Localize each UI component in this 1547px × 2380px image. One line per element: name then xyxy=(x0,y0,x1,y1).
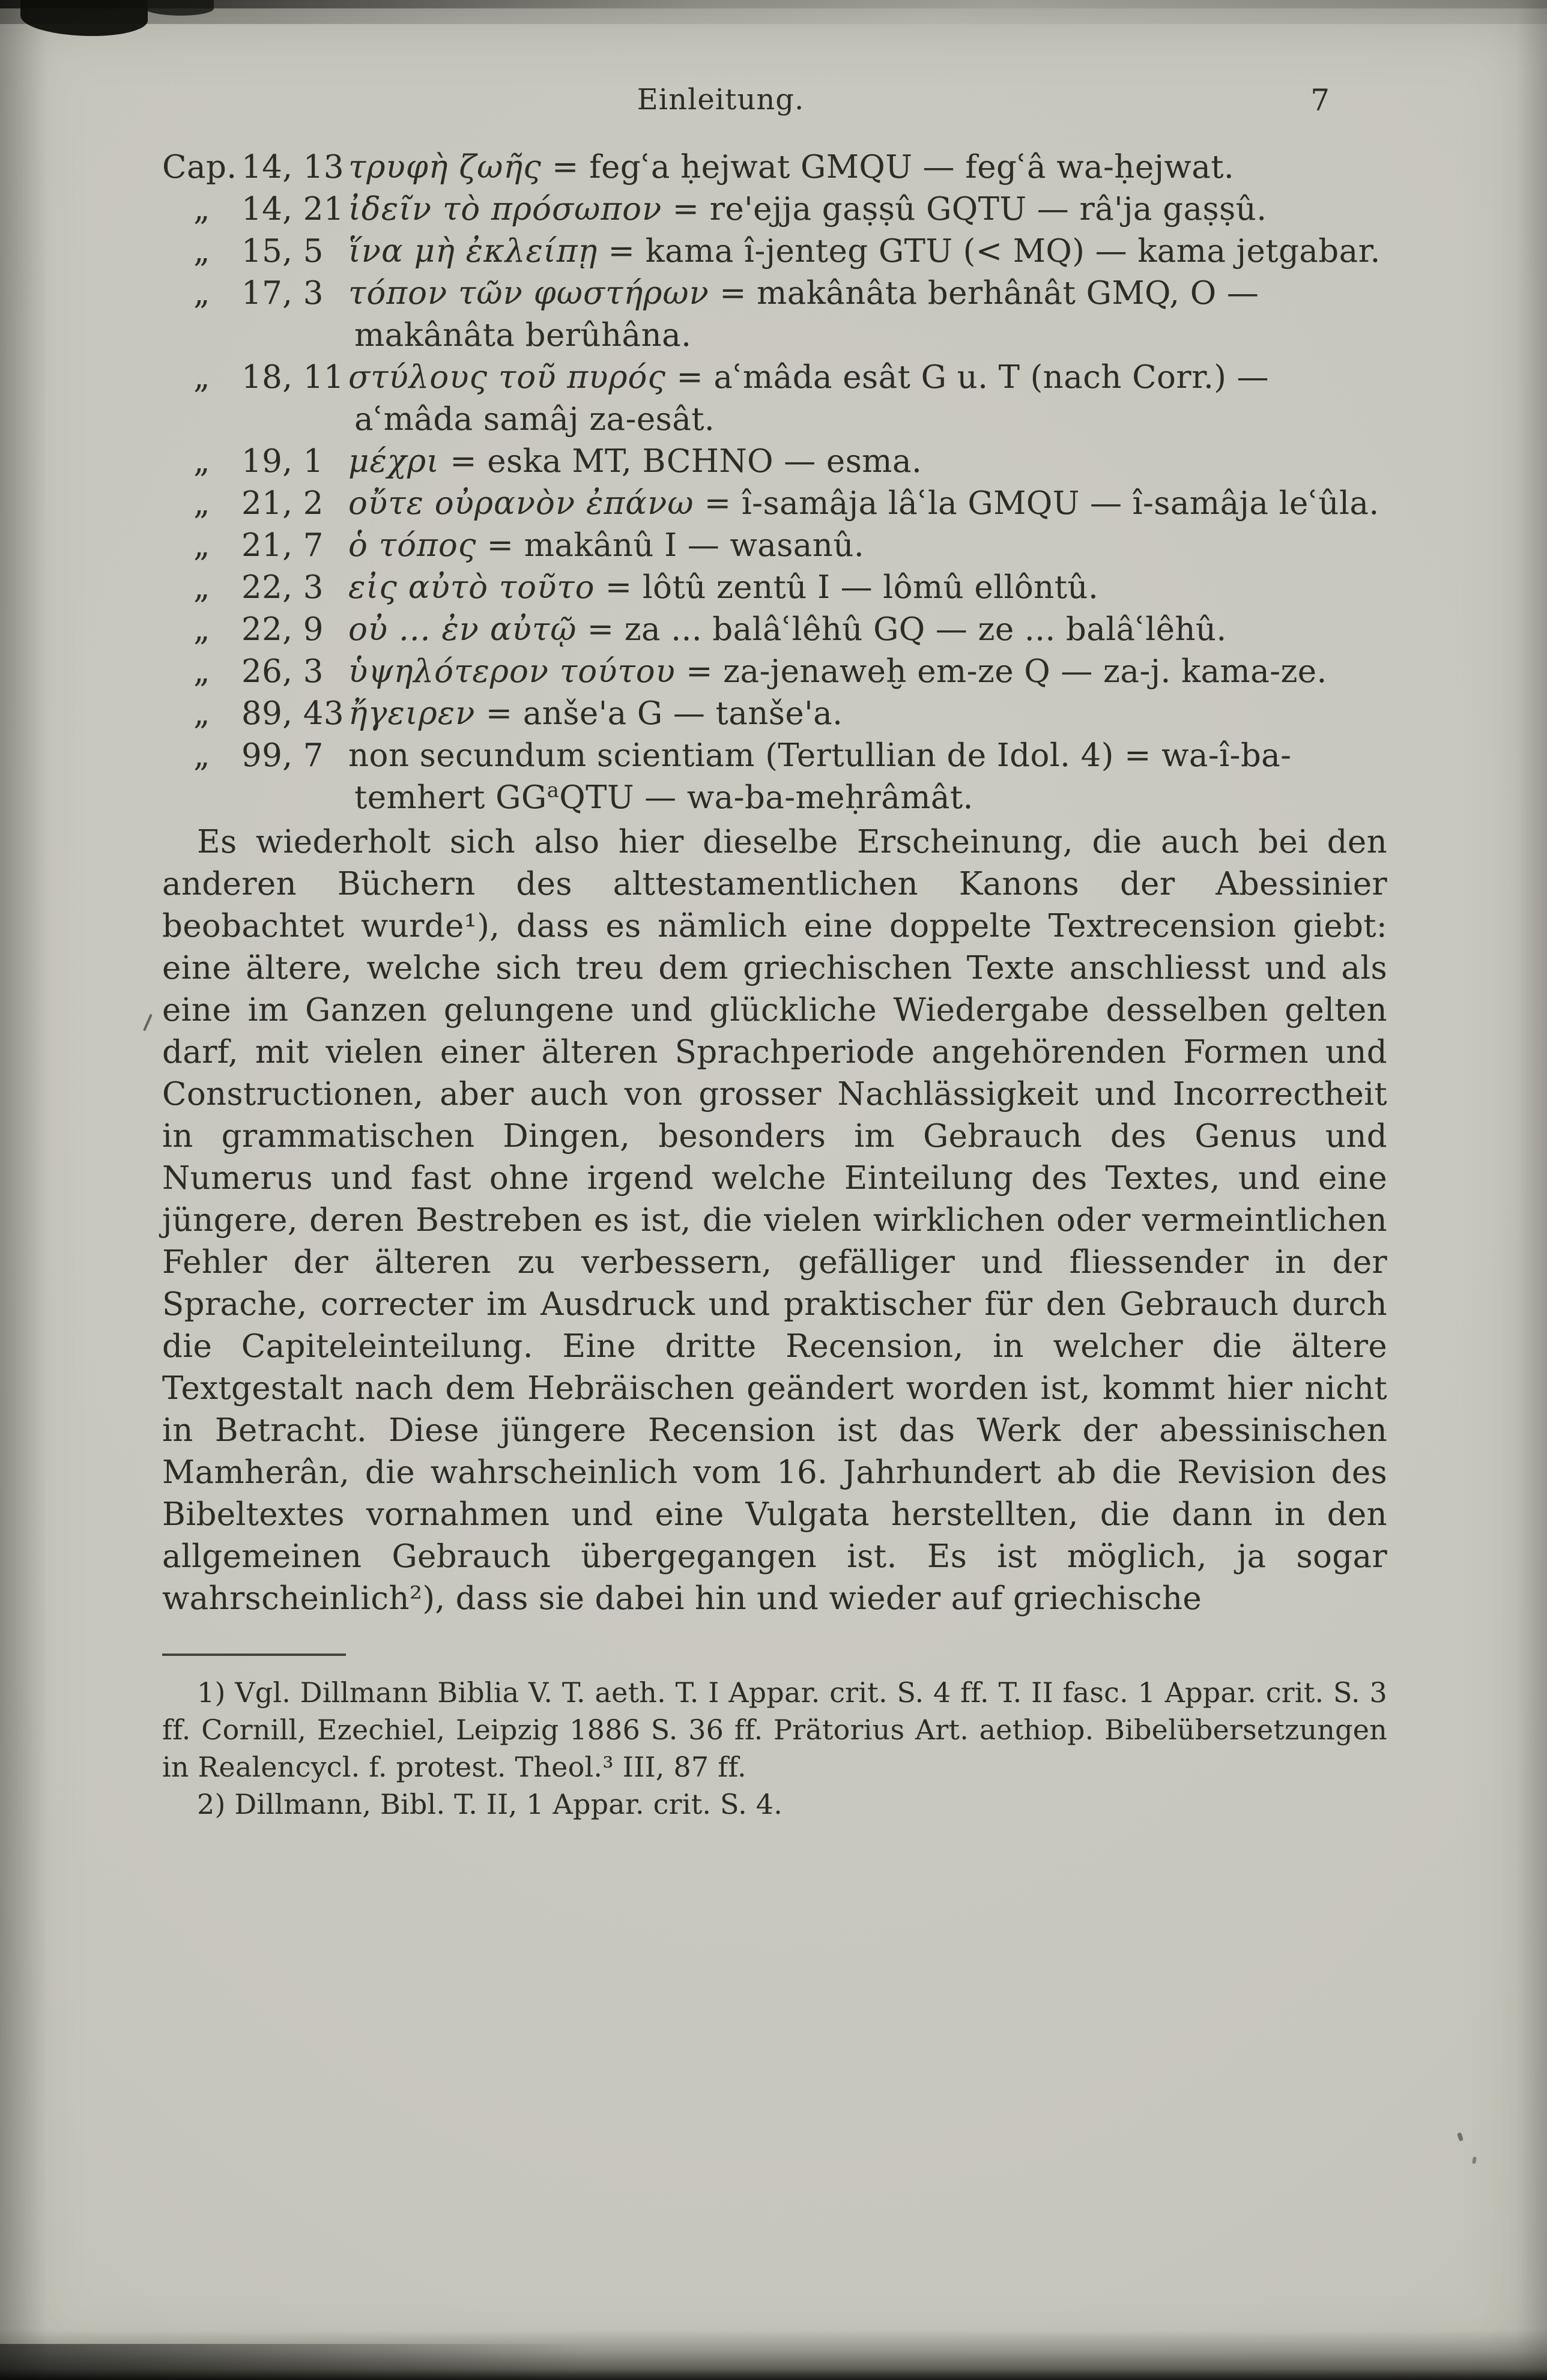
footnote-separator-rule xyxy=(162,1654,346,1656)
entry-chapter-verse: 89, 43 xyxy=(241,695,344,732)
entry-ditto-mark: „ xyxy=(193,191,210,228)
collation-entry xyxy=(162,483,1387,525)
page-number: 7 xyxy=(1310,83,1330,118)
entry-ditto-mark: „ xyxy=(193,443,210,480)
collation-entry xyxy=(162,735,1387,819)
scan-speck xyxy=(1472,2157,1477,2164)
entry-ditto-mark: „ xyxy=(193,737,210,774)
entry-greek-lemma: ὑψηλότερον τούτου xyxy=(348,653,676,690)
entry-ditto-mark: „ xyxy=(193,233,210,270)
collation-entry xyxy=(162,146,1387,189)
entry-chapter-verse: 26, 3 xyxy=(241,653,324,690)
superscript-siglum: a xyxy=(546,778,560,803)
entry-ditto-mark: „ xyxy=(193,569,210,606)
collation-list xyxy=(162,146,1387,819)
entry-chapter-verse: 99, 7 xyxy=(241,737,324,774)
scan-top-edge-fade xyxy=(0,8,1547,24)
entry-equivalents-continued: QTU — wa-ba-meḥrâmât. xyxy=(559,779,973,816)
entry-greek-lemma: οὐ ... ἐν αὐτῷ xyxy=(348,611,577,648)
entry-greek-lemma: τρυφὴ ζωῆς xyxy=(348,149,542,186)
text-block xyxy=(162,83,1387,1823)
entry-greek-lemma: οὔτε οὐρανὸν ἐπάνω xyxy=(348,485,694,522)
collation-entry xyxy=(162,273,1387,357)
collation-entry xyxy=(162,441,1387,483)
footnote-1: 1) Vgl. Dillmann Biblia V. T. aeth. T. I Appar. crit. S. 4 ff. T. II fasc. 1 Appar. crit. S. 3 ff. Cornill, Ezechiel, Leipzig 1886 S. 36 ff. Prätorius Art. aethiop. Bibelübersetzungen in Realencycl. f. protest. Theol.³ III, 87 ff. xyxy=(162,1676,1387,1783)
scan-top-edge-shadow xyxy=(0,0,1547,8)
entry-greek-lemma: μέχρι xyxy=(348,443,440,480)
entry-ditto-mark: „ xyxy=(193,653,210,690)
entry-ditto-mark: „ xyxy=(193,485,210,522)
entry-ditto-mark: „ xyxy=(193,611,210,648)
entry-equivalents: = anše'a G — tanše'a. xyxy=(485,695,843,732)
entry-chapter-verse: 19, 1 xyxy=(241,443,324,480)
entry-chapter-verse: 21, 2 xyxy=(241,485,324,522)
entry-equivalents: = eska MT, BCHNO — esma. xyxy=(450,443,922,480)
footnote-2: 2) Dillmann, Bibl. T. II, 1 Appar. crit. S. 4. xyxy=(197,1788,783,1820)
entry-equivalents: non secundum scientiam (Tertullian de Idol. 4) = wa-î-ba-temhert GG xyxy=(348,737,1292,816)
page-header xyxy=(162,83,1387,126)
entry-greek-lemma: ἤγειρεν xyxy=(348,695,476,732)
entry-greek-lemma: στύλους τοῦ πυρός xyxy=(348,359,667,396)
entry-greek-lemma: ἵνα μὴ ἐκλείπῃ xyxy=(348,233,598,270)
body-paragraph: Es wiederholt sich also hier dieselbe Erscheinung, die auch bei den anderen Büchern des alttestamentlichen Kanons der Abessinier beobachtet wurde¹), dass es nämlich eine doppelte Textrecension giebt: eine ältere, welche sich treu dem griechischen Texte anschliesst und als eine im Ganzen gelungene und glückliche Wiedergabe desselben gelten darf, mit vielen einer älteren Sprachperiode angehörenden Formen und Constructionen, aber auch von grosser Nachlässigkeit und Incorrectheit in grammatischen Dingen, besonders im Gebrauch des Genus und Numerus und fast ohne irgend welche Einteilung des Textes, und eine jüngere, deren Bestreben es ist, die vielen wirklichen oder vermeintlichen Fehler der älteren zu verbessern, gefälliger und fliessender in der Sprache, correcter im Ausdruck und praktischer für den Gebrauch durch die Capiteleinteilung. Eine dritte Recension, in welcher die ältere Textgestalt nach dem Hebräischen geändert worden ist, kommt hier nicht in Betracht. Diese jüngere Recension ist das Werk der abessinischen Mamherân, die wahrscheinlich vom 16. Jahrhundert ab die Revision des Bibeltextes vornahmen und eine Vulgata herstellten, die dann in den allgemeinen Gebrauch übergegangen ist. Es ist möglich, ja sogar wahrscheinlich²), dass sie dabei hin und wieder auf griechische xyxy=(162,824,1387,1617)
page-right-edge-shadow xyxy=(1517,0,1547,2380)
entry-ditto-mark: „ xyxy=(193,359,210,396)
entry-greek-lemma: εἰς αὐτὸ τοῦτο xyxy=(348,569,595,606)
entry-equivalents: = aʿmâda esât G u. T (nach Corr.) — aʿmâda samâj za-esât. xyxy=(354,359,1269,438)
entry-equivalents: = makânâta berhânât GMQ, O — makânâta berûhâna. xyxy=(354,275,1259,354)
collation-entry xyxy=(162,231,1387,273)
entry-chapter-verse: 14, 13 xyxy=(241,149,344,186)
collation-entry xyxy=(162,525,1387,567)
entry-ditto-mark: „ xyxy=(193,527,210,564)
entry-chapter-verse: 21, 7 xyxy=(241,527,324,564)
entry-chapter-verse: 17, 3 xyxy=(241,275,324,312)
entry-equivalents: = makânû I — wasanû. xyxy=(486,527,865,564)
scan-bottom-left-dark xyxy=(0,2344,589,2380)
collation-entry xyxy=(162,567,1387,609)
entry-greek-lemma: τόπον τῶν φωστήρων xyxy=(348,275,709,312)
collation-entry xyxy=(162,693,1387,735)
entry-equivalents: = za-jenaweḫ em-ze Q — za-j. kama-ze. xyxy=(686,653,1327,690)
entry-cap-label: Cap. xyxy=(162,149,237,186)
scan-stray-mark xyxy=(143,1013,153,1031)
entry-chapter-verse: 22, 3 xyxy=(241,569,324,606)
entry-equivalents: = î-samâja lâʿla GMQU — î-samâja leʿûla. xyxy=(704,485,1379,522)
entry-equivalents: = fegʿa ḥejwat GMQU — fegʿâ wa-ḥejwat. xyxy=(552,149,1235,186)
entry-greek-lemma: ἰδεῖν τὸ πρόσωπον xyxy=(348,191,662,228)
entry-greek-lemma: ὁ τόπος xyxy=(348,527,477,564)
entry-chapter-verse: 15, 5 xyxy=(241,233,324,270)
scan-speck xyxy=(1457,2132,1464,2141)
entry-ditto-mark: „ xyxy=(193,695,210,732)
collation-entry xyxy=(162,189,1387,231)
entry-ditto-mark: „ xyxy=(193,275,210,312)
entry-chapter-verse: 22, 9 xyxy=(241,611,324,648)
collation-entry xyxy=(162,651,1387,693)
running-head-title: Einleitung. xyxy=(637,83,805,116)
entry-chapter-verse: 14, 21 xyxy=(241,191,344,228)
collation-entry xyxy=(162,357,1387,441)
entry-equivalents: = kama î-jenteg GTU (< MQ) — kama jetgabar. xyxy=(608,233,1381,270)
collation-entry xyxy=(162,609,1387,651)
entry-chapter-verse: 18, 11 xyxy=(241,359,344,396)
entry-equivalents: = re'ejja gaṣṣû GQTU — râ'ja gaṣṣû. xyxy=(672,191,1267,228)
entry-equivalents: = za ... balâʿlêhû GQ — ze ... balâʿlêhû. xyxy=(587,611,1227,648)
entry-equivalents: = lôtû zentû I — lômû ellôntû. xyxy=(605,569,1099,606)
page-gutter-shadow xyxy=(0,0,48,2380)
